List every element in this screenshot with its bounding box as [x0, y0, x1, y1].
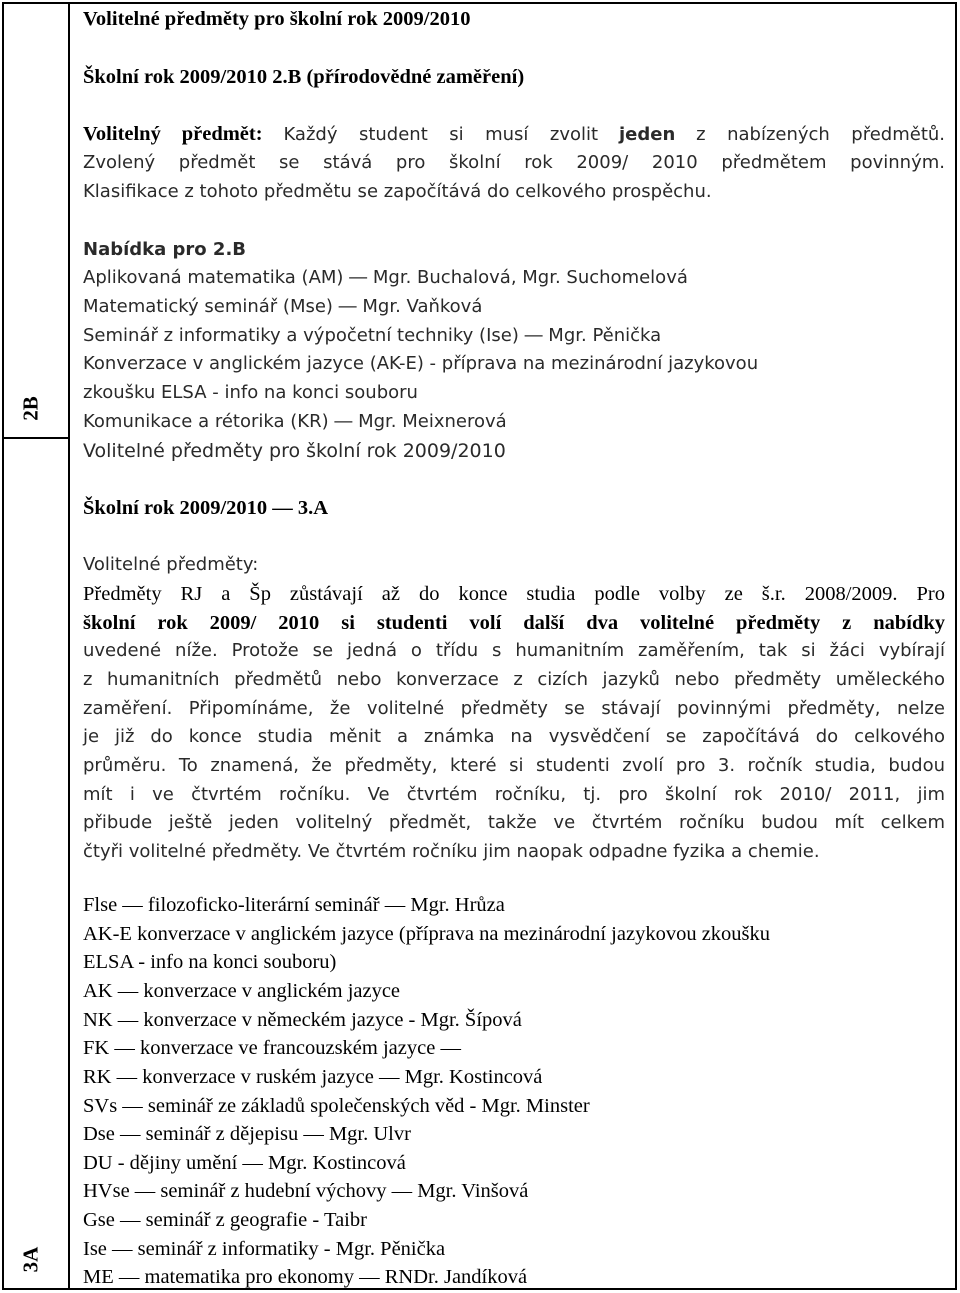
paragraph-line: Předměty RJ a Šp zůstávají až do konce studia podle volby ze š.r. 2008/2009. Pro [83, 583, 945, 605]
subject-item: ME ― matematika pro ekonomy ― RNDr. Jandíková [83, 1266, 528, 1288]
elective-emphasis: jeden [618, 124, 676, 145]
class-label-2b: 2B [18, 396, 43, 421]
offer-item: Matematický seminář (Mse) ― Mgr. Vaňková [83, 296, 483, 317]
elective-label: Volitelný předmět: [83, 123, 263, 145]
column-divider [68, 4, 70, 1288]
subject-item: ELSA - info na konci souboru) [83, 951, 337, 973]
subject-item: Gse ― seminář z geografie - Taibr [83, 1209, 367, 1231]
subject-item: RK ― konverzace v ruském jazyce ― Mgr. Kostincová [83, 1066, 543, 1088]
school-year-2b: Školní rok 2009/2010 2.B (přírodovědné zaměření) [83, 66, 525, 88]
subject-item: Flse ― filozoficko-literární seminář ― Mgr. Hrůza [83, 894, 505, 916]
subject-item: NK ― konverzace v německém jazyce - Mgr. Šípová [83, 1009, 522, 1031]
elective-line-2b [83, 120, 945, 150]
paragraph-line: uvedené níže. Protože se jedná o třídu s humanitním zaměřením, tak si žáci vybírají [83, 640, 945, 661]
elective-text: Každý student si musí zvolit [283, 124, 599, 145]
offer-item: Seminář z informatiky a výpočetní techniky (Ise) ― Mgr. Pěnička [83, 325, 662, 346]
subject-item: FK ― konverzace ve francouzském jazyce ― [83, 1037, 461, 1059]
paragraph-line: zaměření. Připomínáme, že volitelné předměty se stávají povinnými předměty, nelze [83, 698, 945, 719]
offer-item: Konverzace v anglickém jazyce (AK-E) - příprava na mezinárodní jazykovou [83, 353, 759, 374]
elective-text-end: z nabízených předmětů. [696, 124, 946, 145]
offer-title-2b: Nabídka pro 2.B [83, 239, 247, 260]
offer-item: Aplikovaná matematika (AM) ― Mgr. Buchalová, Mgr. Suchomelová [83, 267, 688, 288]
elective-line-3: Klasifikace z tohoto předmětu se započítává do celkového prospěchu. [83, 181, 712, 202]
paragraph-line: přibude ještě jeden volitelný předmět, takže ve čtvrtém ročníku budou mít celkem [83, 812, 945, 833]
paragraph-line: z humanitních předmětů nebo konverzace z cizích jazyků nebo předměty uměleckého [83, 669, 945, 690]
subject-item: AK-E konverzace v anglickém jazyce (příprava na mezinárodní jazykovou zkoušku [83, 923, 771, 945]
row-divider [4, 437, 68, 439]
subject-item: DU - dějiny umění ― Mgr. Kostincová [83, 1152, 406, 1174]
class-label-3a: 3A [18, 1246, 43, 1273]
school-year-3a: Školní rok 2009/2010 ― 3.A [83, 497, 329, 519]
offer-item: zkoušku ELSA - info na konci souboru [83, 382, 418, 403]
paragraph-line: je již do konce studia měnit a známka na vysvědčení se započítává do celkového [83, 726, 945, 747]
elective-line-2: Zvolený předmět se stává pro školní rok 2009/ 2010 předmětem povinným. [83, 152, 945, 173]
subject-item: SVs ― seminář ze základů společenských věd - Mgr. Minster [83, 1095, 590, 1117]
paragraph-line: mít i ve čtvrtém ročníku. Ve čtvrtém ročníku, tj. pro školní rok 2010/ 2011, jim [83, 784, 945, 805]
elective-label-3a: Volitelné předměty: [83, 554, 259, 575]
section-title-2b: Volitelné předměty pro školní rok 2009/2010 [83, 8, 471, 30]
subject-item: Ise ― seminář z informatiky - Mgr. Pěnička [83, 1238, 446, 1260]
paragraph-line: čtyři volitelné předměty. Ve čtvrtém ročníku jim naopak odpadne fyzika a chemie. [83, 841, 820, 862]
subject-item: AK ― konverzace v anglickém jazyce [83, 980, 401, 1002]
offer-item: Komunikace a rétorika (KR) ― Mgr. Meixnerová [83, 411, 507, 432]
paragraph-line: školní rok 2009/ 2010 si studenti volí další dva volitelné předměty z nabídky [83, 612, 945, 634]
section-title-3a: Volitelné předměty pro školní rok 2009/2010 [83, 440, 506, 462]
subject-item: HVse ― seminář z hudební výchovy ― Mgr. Vinšová [83, 1180, 529, 1202]
paragraph-line: průměru. To znamená, že předměty, které si studenti zvolí pro 3. ročník studia, budou [83, 755, 945, 776]
subject-item: Dse ― seminář z dějepisu ― Mgr. Ulvr [83, 1123, 411, 1145]
